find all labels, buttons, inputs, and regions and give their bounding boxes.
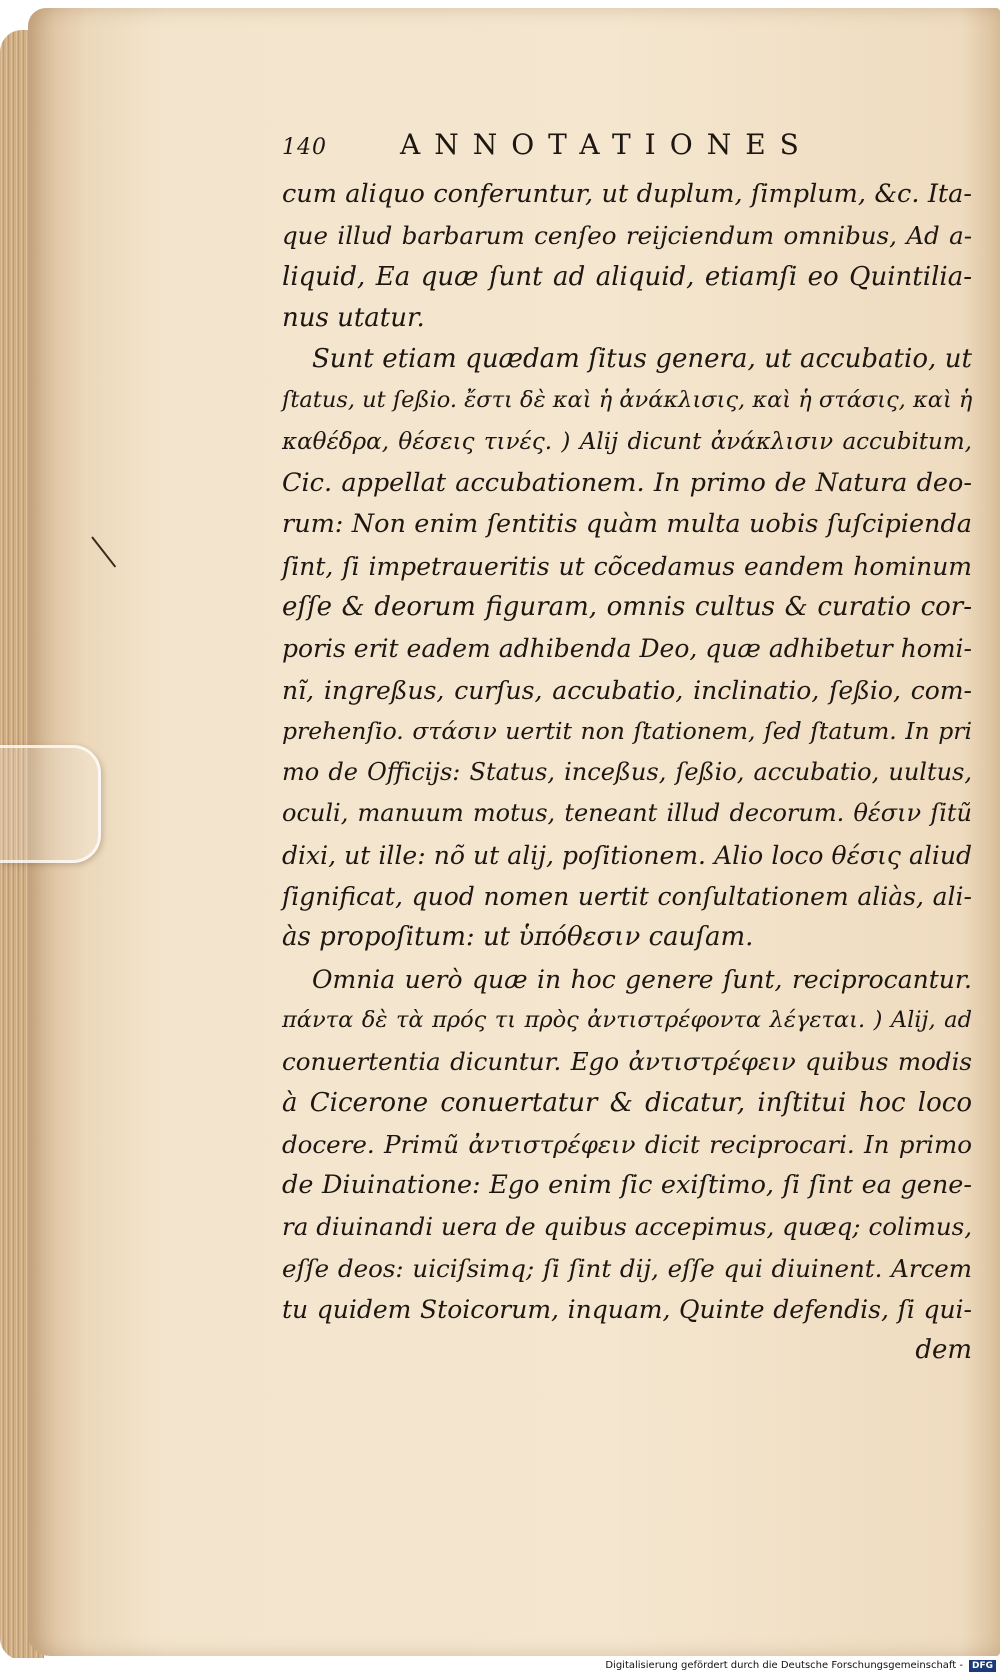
text-line: conuertentia dicuntur. Ego ἀντιστρέφειν quibus modis: [282, 1047, 972, 1077]
text-line: rum: Non enim ſentitis quàm multa uobis ſuſcipienda: [282, 509, 972, 540]
text-line: mo de Officijs: Status, inceßus, ſeßio, accubatio, uultus,: [282, 758, 972, 787]
text-line: às propoſitum: ut ὑπόθεσιν cauſam.: [282, 922, 754, 953]
text-line: poris erit eadem adhibenda Deo, quæ adhibetur homi-: [282, 634, 972, 664]
text-line: ſtatus, ut ſeßio. ἔστι δὲ καὶ ἡ ἀνάκλισις, καὶ ἡ στάσις, καὶ ἡ: [282, 387, 973, 414]
funding-credit: Digitalisierung gefördert durch die Deutsche Forschungsgemeinschaft -: [605, 1660, 963, 1671]
page-header: [282, 128, 972, 174]
text-line: ſint, ſi impetraueritis ut cõcedamus eandem hominum: [282, 551, 972, 581]
text-line: dixi, ut ille: nõ ut alij, poſitionem. Alio loco θέσις aliud: [282, 840, 972, 870]
text-line: Cic. appellat accubationem. In primo de Natura deo-: [282, 468, 972, 499]
text-line: liquid, Ea quæ ſunt ad aliquid, etiamſi eo Quintilia-: [282, 261, 972, 292]
page-number: 140: [282, 135, 327, 160]
dfg-logo: DFG: [969, 1660, 996, 1672]
text-line: Omnia uerò quæ in hoc genere ſunt, reciprocantur.: [312, 964, 972, 994]
text-line: ſignificat, quod nomen uertit conſultationem aliàs, ali-: [282, 882, 972, 912]
text-line: καθέδρα, θέσεις τινές. ) Alij dicunt ἀνάκλισιν accubitum,: [282, 428, 972, 455]
text-body: [282, 174, 972, 1372]
text-line: Sunt etiam quædam ſitus genera, ut accubatio, ut: [312, 344, 972, 375]
text-line: de Diuinatione: Ego enim ſic exiſtimo, ſi ſint ea gene-: [282, 1170, 972, 1201]
running-head: ANNOTATIONES: [400, 128, 813, 161]
bookmark-clip: [0, 745, 101, 863]
text-line: docere. Primũ ἀντιστρέφειν dicit reciprocari. In primo: [282, 1129, 972, 1159]
text-line: à Cicerone conuertatur & dicatur, inſtitui hoc loco: [282, 1087, 972, 1118]
text-line: nus utatur.: [282, 302, 425, 333]
text-line: prehenſio. στάσιν uertit non ſtationem, ſed ſtatum. In pri: [282, 716, 972, 745]
footer-bar: [0, 1658, 1000, 1673]
text-line: nĩ, ingreßus, curſus, accubatio, inclinatio, ſeßio, com-: [282, 675, 972, 705]
text-line: tu quidem Stoicorum, inquam, Quinte defendis, ſi qui-: [282, 1295, 972, 1325]
text-line: eſſe deos: uiciſsimq; ſi ſint dij, eſſe qui diuinent. Arcem: [282, 1253, 972, 1283]
text-line: oculi, manuum motus, teneant illud decorum. θέσιν ſitũ: [282, 799, 972, 828]
text-line: πάντα δὲ τὰ πρός τι πρὸς ἀντιστρέφοντα λέγεται. ) Alij, ad: [282, 1006, 972, 1033]
text-line: cum aliquo conferuntur, ut duplum, ſimplum, &c. Ita-: [282, 179, 972, 209]
catchword: dem: [915, 1335, 972, 1366]
text-line: que illud barbarum cenſeo reijciendum omnibus, Ad a-: [282, 221, 972, 251]
text-line: eſſe & deorum figuram, omnis cultus & curatio cor-: [282, 591, 972, 622]
text-block: [282, 128, 972, 1372]
text-line: ra diuinandi uera de quibus accepimus, quæq; colimus,: [282, 1212, 972, 1242]
